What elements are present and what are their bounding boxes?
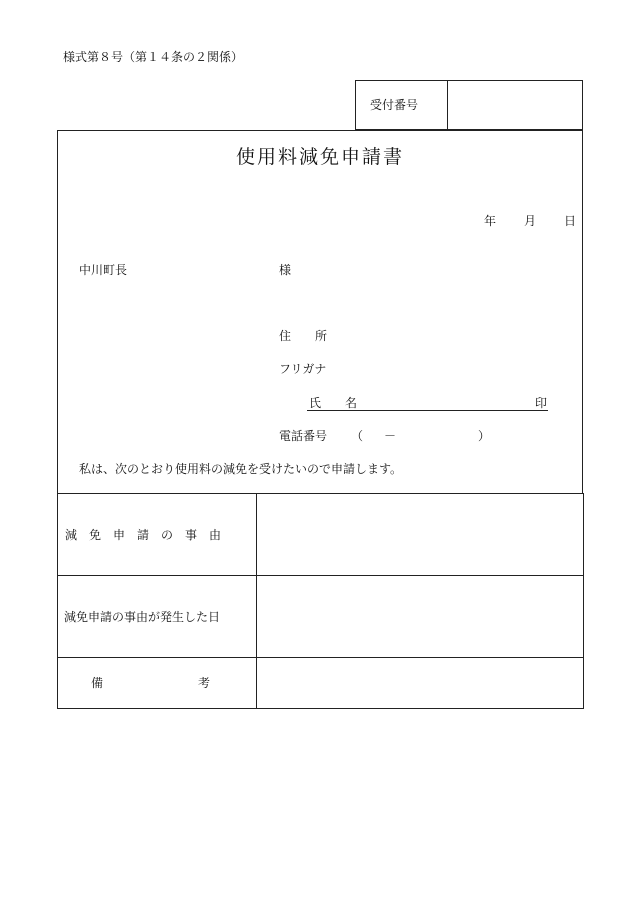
date-day-label: 日: [564, 214, 577, 228]
details-table: [57, 493, 584, 709]
occurrence-date-label-cell: [58, 576, 257, 658]
occurrence-date-label: 減免申請の事由が発生した日: [64, 609, 221, 624]
remarks-label-cell: [58, 658, 257, 709]
reason-label: 減 免 申 請 の 事 由: [65, 527, 222, 542]
application-statement: 私は、次のとおり使用料の減免を受けたいので申請します。: [79, 462, 403, 476]
reason-label-cell: [58, 494, 257, 576]
furigana-label: フリガナ: [279, 362, 327, 376]
date-year-label: 年: [484, 214, 497, 228]
phone-open-paren: （: [351, 429, 364, 443]
addressee-honorific: 様: [279, 263, 292, 277]
remarks-label-right: 考: [198, 676, 211, 690]
name-label: 氏 名: [309, 396, 358, 410]
document-title: 使用料減免申請書: [235, 146, 404, 168]
remarks-field[interactable]: [257, 658, 584, 709]
reason-field[interactable]: [257, 494, 584, 576]
receipt-number-label: 受付番号: [370, 98, 419, 112]
receipt-number-label-cell: [355, 80, 448, 130]
phone-close-paren: ）: [478, 429, 491, 443]
receipt-number-field[interactable]: [447, 80, 583, 130]
name-underline: [307, 410, 548, 411]
phone-dash: －: [384, 429, 397, 443]
addressee-name: 中川町長: [79, 263, 128, 277]
occurrence-date-field[interactable]: [257, 576, 584, 658]
form-number-label: 様式第８号（第１４条の２関係）: [63, 50, 244, 64]
address-label: 住 所: [279, 329, 328, 343]
table-row: [58, 494, 584, 576]
table-row: [58, 576, 584, 658]
table-row: [58, 658, 584, 709]
phone-label: 電話番号: [279, 429, 328, 443]
remarks-label-left: 備: [91, 676, 104, 690]
date-month-label: 月: [524, 214, 537, 228]
seal-mark: 印: [535, 396, 548, 410]
